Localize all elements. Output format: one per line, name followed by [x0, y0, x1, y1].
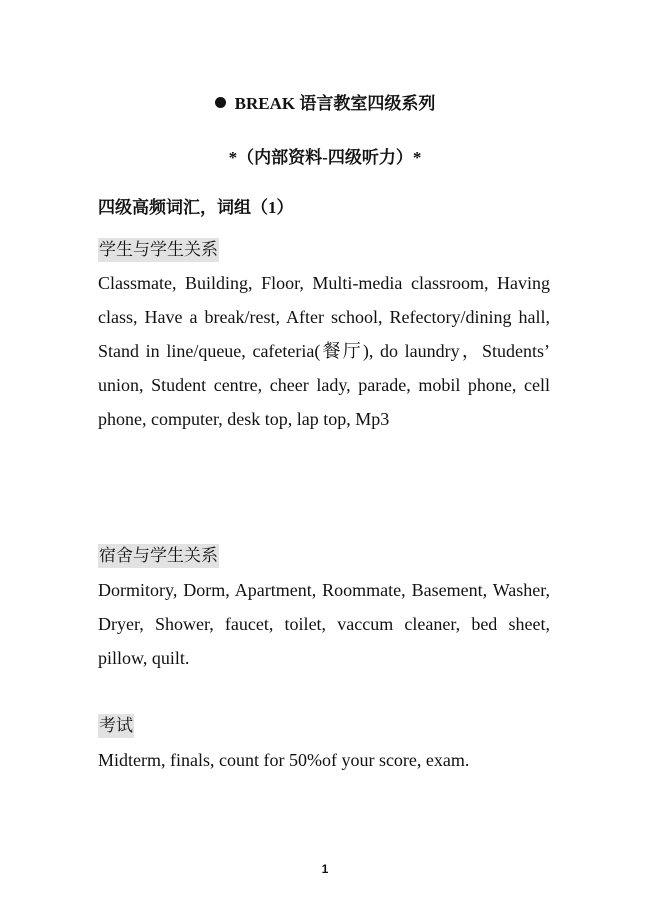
document-subtitle: *（内部资料-四级听力）*	[228, 148, 422, 167]
paragraph-dormitory: Dormitory, Dorm, Apartment, Roommate, Basement, Washer, Dryer, Shower, faucet, toilet, vaccum cleaner, bed sheet, pillow, quilt.	[98, 580, 550, 668]
heading-dormitory: 宿舍与学生关系	[99, 546, 218, 566]
paragraph-student-relations: Classmate, Building, Floor, Multi-media classroom, Having class, Have a break/rest, After school, Refectory/dining hall, Stand in line/queue, cafeteria(餐厅), do laundry，Students’ union, Student centre, cheer lady, parade, mobil phone, cell phone, computer, desk top, lap top, Mp3	[98, 273, 550, 429]
paragraph-exam: Midterm, finals, count for 50%of your score, exam.	[98, 750, 470, 770]
heading-student-relations: 学生与学生关系	[99, 240, 218, 260]
title-text: BREAK 语言教室四级系列	[234, 94, 436, 113]
heading-exam: 考试	[99, 716, 133, 736]
document-title	[0, 92, 650, 116]
page-number: 1	[321, 862, 329, 876]
section-title: 四级高频词汇，词组（1）	[98, 198, 294, 217]
bullet-icon	[215, 97, 226, 108]
